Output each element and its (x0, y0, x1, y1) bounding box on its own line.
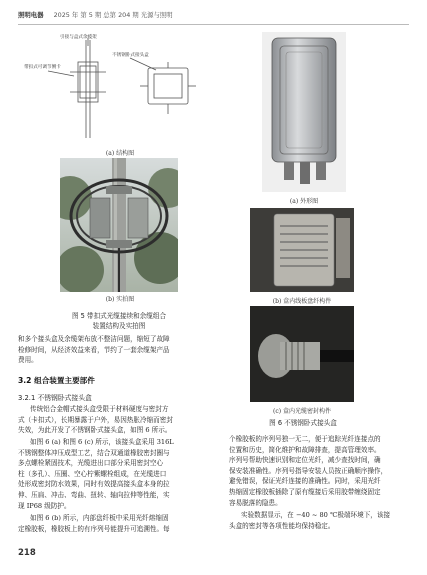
fig5a-schematic (24, 32, 215, 144)
splice-box-exterior (262, 32, 346, 192)
text-line: 式（卡扣式），长期暴露于户外，易因热胀冷缩而密封 (18, 415, 173, 424)
label-splice-box: 不锈钢卧式接头盒 (112, 53, 149, 58)
running-header (18, 10, 409, 25)
paragraph-4 (229, 434, 413, 508)
text-line: 和多个接头盒及余缆架布放不整洁问题，缩短了故障 (18, 335, 170, 343)
fig5-title (24, 311, 214, 331)
fig5-title-line1: 图 5 带扣式光缆接续和余缆组合 (71, 312, 167, 320)
text-line: 序列号帮助快速识别和定位光纤，减少查找时间，确 (229, 456, 381, 465)
paragraph-2 (18, 437, 218, 511)
fig5a-diagram (30, 32, 215, 144)
issue-info: 2025 年 第 5 期 总第 204 期 光源与照明 (53, 11, 173, 19)
label-adjustable-clamp: 带扣式可调节侧卡 (24, 65, 61, 70)
fig6c-caption: (c) 盒内光缆密封构件 (273, 408, 331, 415)
journal-name: 照明电器 (18, 11, 44, 19)
fig6b-caption: (b) 盒内线板盘纤构件 (272, 298, 332, 305)
subsection-heading: 3.2.1 不锈钢卧式接头盒 (18, 394, 92, 402)
cable-seal-photo (250, 306, 354, 402)
label-cable-reel: 引接与盒式余缆架 (60, 35, 97, 40)
text-line: 失效，为此开发了不锈钢卧式接头盒，如图 6 所示。 (18, 426, 172, 435)
text-line: 头盒的密封等各项性能均保持稳定。 (229, 521, 335, 530)
text-line: 多点螺栓紧固技术，光缆进出口部分采用密封空心 (18, 459, 164, 468)
text-line: 个橡胶板的序列号独一无二，便于追踪光纤连接点的 (229, 435, 381, 443)
paragraph-5 (229, 510, 413, 531)
text-line: 避免错误，保证光纤连接的准确性。同时，采用光纤 (229, 477, 381, 486)
text-line: 处形成密封防水效果，同时有效提高接头盒本身的拉 (18, 480, 170, 489)
fig6a-photo (262, 32, 346, 192)
fig6c-photo (250, 306, 354, 402)
text-line: 柱（多孔）、压圈、空心柠紫螺栓组成，在光缆进口 (18, 469, 167, 478)
pole-assembly-photo (60, 158, 178, 292)
text-line: 保安装准确性。序列号指导安装人员按正确顺序操作， (229, 466, 388, 475)
fig5b-photo (60, 158, 178, 292)
text-line: 伸、压扁、冲击、弯曲、扭转、轴向拉伸等性能，实 (18, 490, 170, 499)
text-line: 现 IP68 级防护。 (18, 501, 71, 510)
intro-paragraph (18, 334, 218, 366)
text-line: 检修时间，从经济效益来看，节约了一套余缆架产品 (18, 345, 170, 354)
fig5a-caption: (a) 结构图 (105, 150, 135, 157)
text-line: 实验数据显示，在 −40 ~ 80 ℃极端环境下，该接 (241, 511, 391, 519)
page-number: 218 (18, 548, 36, 558)
text-line: 如图 6 (b) 所示，内部盘纤板中采用光纤熔缩固 (30, 514, 169, 522)
text-line: 容易脱落的隐患。 (229, 498, 282, 507)
fig5-title-line2: 装置结构及实拍图 (92, 322, 146, 330)
fig5b-caption: (b) 实拍图 (105, 296, 135, 303)
section-heading: 3.2 组合装置主要部件 (18, 376, 95, 385)
text-line: 位置和历史，简化维护和故障排查，提高管理效率。 (229, 445, 381, 454)
paragraph-3 (18, 513, 218, 534)
fig6-title: 图 6 不锈钢卧式接头盒 (269, 419, 337, 427)
text-line: 不锈钢整体冲压成型工艺，结合双通道橡胶密封圈与 (18, 448, 170, 457)
text-line: 如图 6 (a) 和图 6 (c) 所示，该接头盒采用 316L (30, 438, 174, 446)
text-line: 传统铝合金帽式接头盒受限于材料硬度与密封方 (30, 405, 169, 413)
fig6a-caption: (a) 外形图 (289, 198, 319, 205)
paragraph-1 (18, 404, 218, 436)
fiber-tray-photo (250, 208, 354, 292)
text-line: 费用。 (18, 356, 38, 365)
text-line: 定橡胶板，橡胶板上的有序列号能提升可追溯性。每 (18, 524, 170, 533)
text-line: 热缩固定橡胶板插除了原有缆接后采用胶带缠绕固定 (229, 487, 381, 496)
fig6b-photo (250, 208, 354, 292)
